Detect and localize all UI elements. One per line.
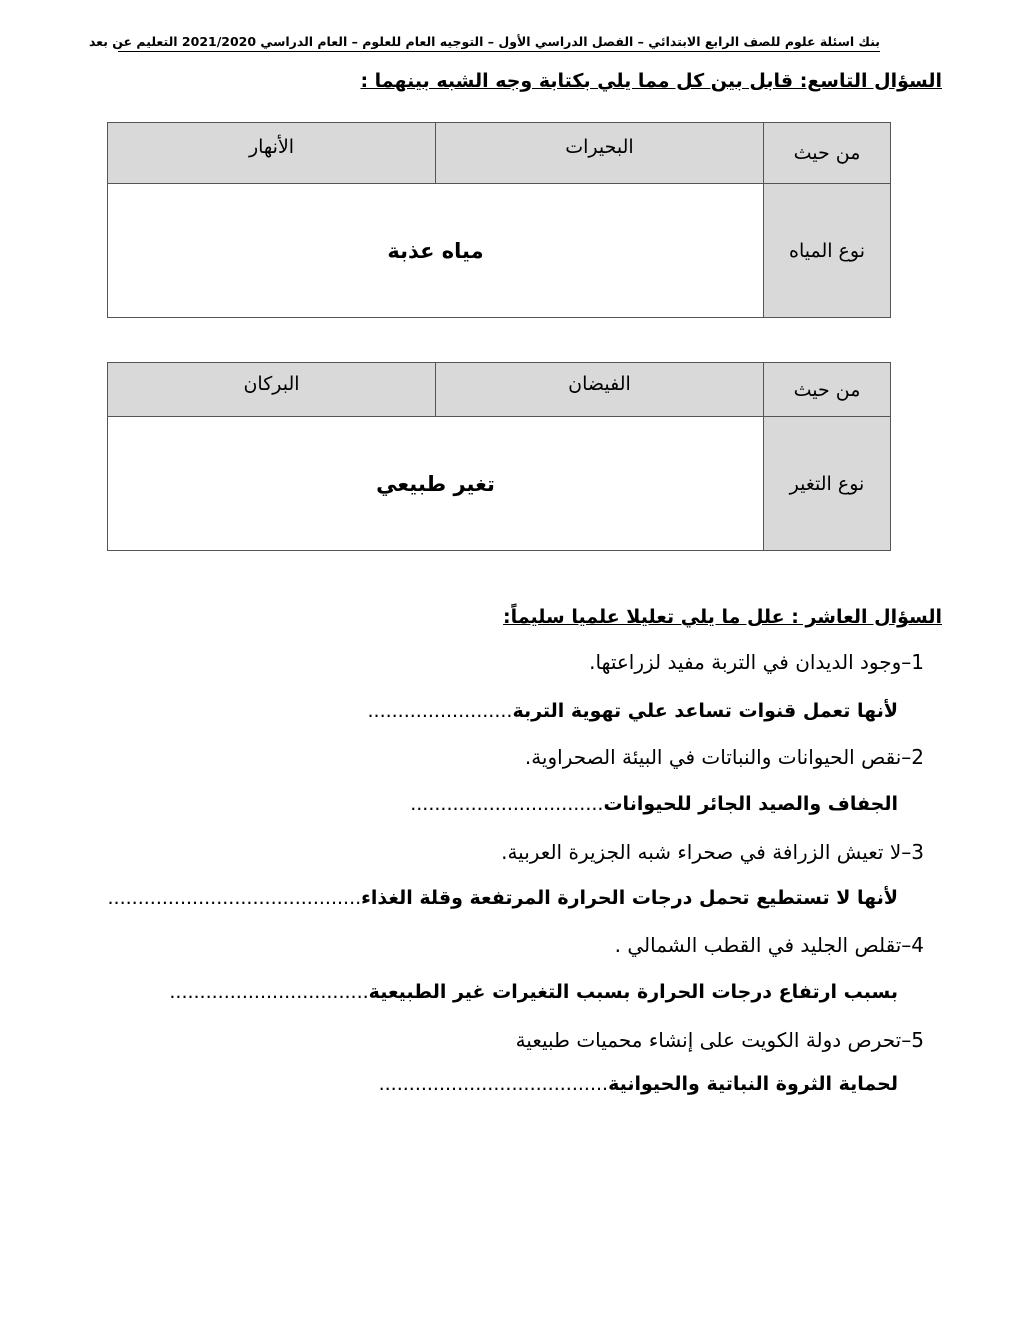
list-item: 1–وجود الديدان في التربة مفيد لزراعتها. xyxy=(589,650,924,674)
table2-header-aspect: من حيث xyxy=(764,363,891,417)
item-number: 1 xyxy=(911,650,924,674)
table1-header-lakes: البحيرات xyxy=(436,123,764,184)
item-number: 3 xyxy=(911,840,924,864)
item-answer: لأنها لا تستطيع تحمل درجات الحرارة المرتفعة وقلة الغذاء.......................................... xyxy=(107,887,898,909)
table2-answer: تغير طبيعي xyxy=(108,417,764,551)
item-statement: تقلص الجليد في القطب الشمالي . xyxy=(614,933,902,957)
item-answer: لحماية الثروة النباتية والحيوانية...................................... xyxy=(378,1073,898,1095)
list-item: 2–نقص الحيوانات والنباتات في البيئة الصحراوية. xyxy=(524,745,924,769)
page-header: بنك اسئلة علوم للصف الرابع الابتدائي – الفصل الدراسي الأول – التوجيه العام للعلوم – العام الدراسي 2021/2020 التعليم عن بعد xyxy=(118,34,880,52)
item-answer: لأنها تعمل قنوات تساعد علي تهوية التربة........................ xyxy=(367,700,898,722)
table2-row-label: نوع التغير xyxy=(764,417,891,551)
item-statement: وجود الديدان في التربة مفيد لزراعتها. xyxy=(589,650,902,674)
question10-title: السؤال العاشر : علل ما يلي تعليلا علميا سليماً: xyxy=(503,606,942,628)
comparison-table-flood-volcano xyxy=(107,362,891,551)
question9-title: السؤال التاسع: قابل بين كل مما يلي بكتابة وجه الشبه بينهما : xyxy=(360,70,942,92)
list-item: 4–تقلص الجليد في القطب الشمالي . xyxy=(614,933,924,957)
table1-header-rivers: الأنهار xyxy=(108,123,436,184)
table1-row-label: نوع المياه xyxy=(764,184,891,318)
table2-header-volcano: البركان xyxy=(108,363,436,417)
item-answer: بسبب ارتفاع درجات الحرارة بسبب التغيرات غير الطبيعية................................. xyxy=(169,981,898,1003)
item-answer: الجفاف والصيد الجائر للحيوانات................................ xyxy=(410,793,898,815)
item-number: 2 xyxy=(911,745,924,769)
item-statement: نقص الحيوانات والنباتات في البيئة الصحراوية. xyxy=(524,745,902,769)
table1-header-aspect: من حيث xyxy=(764,123,891,184)
list-item: 5–تحرص دولة الكويت على إنشاء محميات طبيعية xyxy=(515,1028,924,1052)
comparison-table-lakes-rivers xyxy=(107,122,891,318)
item-statement: تحرص دولة الكويت على إنشاء محميات طبيعية xyxy=(515,1028,902,1052)
table2-header-flood: الفيضان xyxy=(436,363,764,417)
item-number: 4 xyxy=(911,933,924,957)
table1-answer: مياه عذبة xyxy=(108,184,764,318)
item-statement: لا تعيش الزرافة في صحراء شبه الجزيرة العربية. xyxy=(501,840,902,864)
item-number: 5 xyxy=(911,1028,924,1052)
list-item: 3–لا تعيش الزرافة في صحراء شبه الجزيرة العربية. xyxy=(501,840,924,864)
